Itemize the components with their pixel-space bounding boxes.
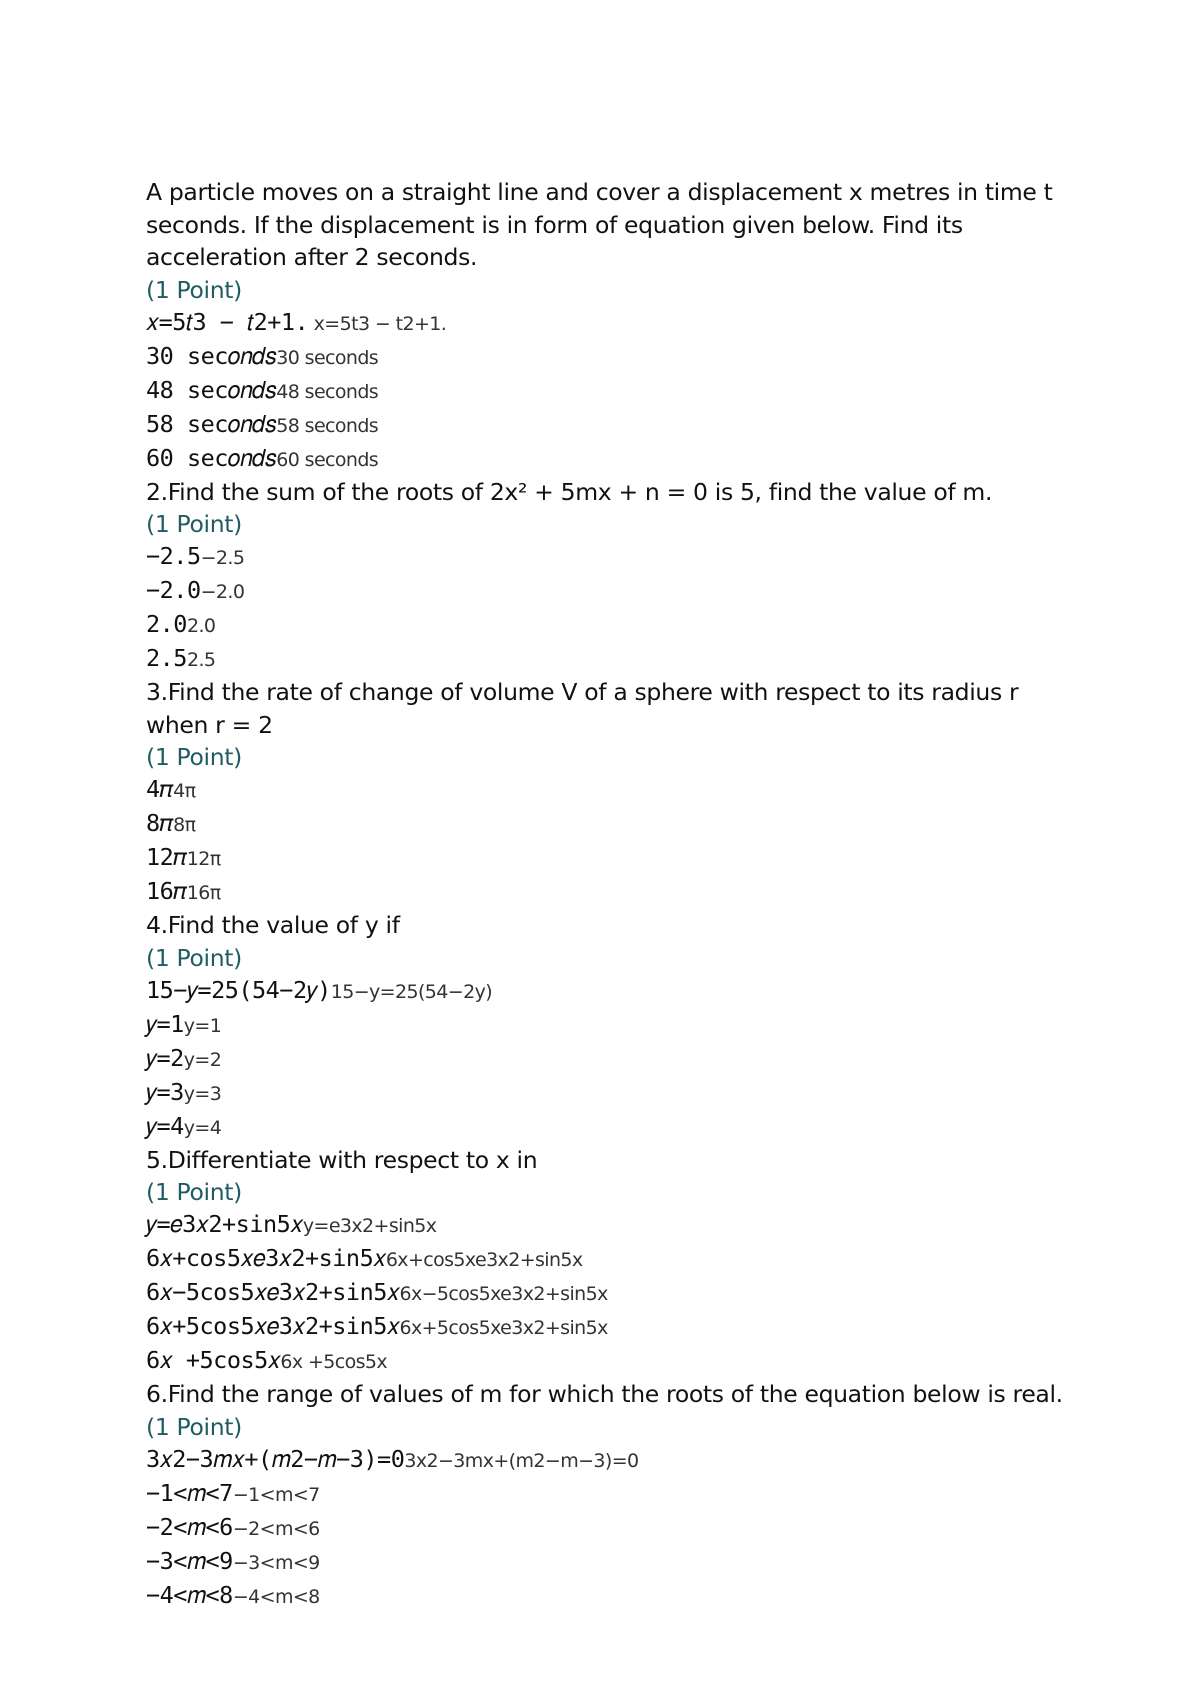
question-3-option-a[interactable]: [146, 773, 1066, 807]
question-2-option-d[interactable]: [146, 642, 1066, 676]
option-rendered: 58 sec𝑜𝑛𝑑𝑠: [146, 409, 277, 438]
option-text: 48 seconds: [276, 380, 379, 403]
option-text: −2.0: [200, 581, 245, 603]
option-rendered: 𝑦=1: [146, 1009, 184, 1038]
question-4-option-a[interactable]: [146, 1008, 1066, 1042]
question-5-option-a[interactable]: [146, 1242, 1066, 1276]
option-text: y=1: [183, 1014, 222, 1037]
equation-rendered: 𝑦=𝑒3𝑥2+sin5𝑥: [146, 1210, 303, 1238]
option-text: 2.5: [186, 649, 216, 671]
option-text: 8π: [173, 814, 196, 836]
question-1-option-b[interactable]: [146, 374, 1066, 408]
question-6-option-c[interactable]: [146, 1545, 1066, 1579]
question-4-option-b[interactable]: [146, 1042, 1066, 1076]
question-5-points: (1 Point): [146, 1178, 242, 1206]
question-4-option-d[interactable]: [146, 1110, 1066, 1144]
option-text: 4π: [173, 780, 196, 802]
equation-text: 15−y=25(54−2y): [330, 980, 493, 1003]
option-text: 6x+5cos5xe3x2+sin5x: [399, 1317, 608, 1339]
option-text: 2.0: [186, 615, 216, 637]
option-rendered: 6𝑥 +5cos5𝑥: [146, 1346, 281, 1374]
question-6-option-a[interactable]: [146, 1477, 1066, 1511]
option-rendered: 30 sec𝑜𝑛𝑑𝑠: [146, 341, 277, 370]
option-rendered: 2.0: [146, 610, 187, 638]
option-text: 6x−5cos5xe3x2+sin5x: [399, 1283, 608, 1305]
question-3-option-d[interactable]: [146, 875, 1066, 909]
question-2-option-b[interactable]: [146, 574, 1066, 608]
option-rendered: 8𝜋: [146, 809, 174, 837]
question-3-prompt: 3.Find the rate of change of volume V of a sphere with respect to its radius r when r = 2: [146, 678, 1019, 739]
option-text: y=4: [183, 1116, 222, 1139]
option-text: −3<m<9: [232, 1551, 320, 1574]
option-rendered: 60 sec𝑜𝑛𝑑𝑠: [146, 443, 277, 472]
question-6-equation: [146, 1443, 1066, 1477]
option-text: −2<m<6: [232, 1517, 320, 1540]
question-5-prompt: 5.Differentiate with respect to x in: [146, 1145, 538, 1174]
option-rendered: 2.5: [146, 644, 187, 672]
option-rendered: −1<𝑚<7: [146, 1478, 233, 1507]
option-text: 16π: [186, 882, 221, 904]
question-3-points: (1 Point): [146, 743, 242, 771]
option-rendered: −2.0: [146, 576, 201, 604]
option-text: 30 seconds: [276, 346, 379, 369]
option-text: 6x +5cos5x: [280, 1351, 388, 1373]
option-text: −1<m<7: [232, 1483, 320, 1506]
option-text: y=2: [183, 1048, 222, 1071]
option-text: 6x+cos5xe3x2+sin5x: [385, 1249, 583, 1271]
option-rendered: 4𝜋: [146, 775, 174, 803]
question-5-option-b[interactable]: [146, 1276, 1066, 1310]
option-rendered: −3<𝑚<9: [146, 1546, 233, 1575]
question-5-option-c[interactable]: [146, 1310, 1066, 1344]
equation-rendered: 15−𝑦=25(54−2𝑦): [146, 975, 331, 1004]
question-2-points: (1 Point): [146, 510, 242, 538]
option-rendered: 48 sec𝑜𝑛𝑑𝑠: [146, 375, 277, 404]
option-rendered: 6𝑥−5cos5𝑥𝑒3𝑥2+sin5𝑥: [146, 1278, 400, 1306]
option-text: 12π: [186, 848, 221, 870]
option-text: −2.5: [200, 547, 245, 569]
question-2-option-a[interactable]: [146, 540, 1066, 574]
question-6-points: (1 Point): [146, 1412, 242, 1441]
equation-text: 3x2−3mx+(m2−m−3)=0: [404, 1449, 639, 1472]
question-1-option-c[interactable]: [146, 408, 1066, 442]
question-6-option-d[interactable]: [146, 1579, 1066, 1613]
equation-text: x=5t3 − t2+1.: [308, 312, 447, 335]
question-4-option-c[interactable]: [146, 1076, 1066, 1110]
equation-rendered: 3𝑥2−3𝑚𝑥+(𝑚2−𝑚−3)=0: [146, 1444, 405, 1473]
option-text: y=3: [183, 1082, 222, 1105]
question-4-points: (1 Point): [146, 943, 242, 972]
question-2-option-c[interactable]: [146, 608, 1066, 642]
option-rendered: 6𝑥+cos5𝑥𝑒3𝑥2+sin5𝑥: [146, 1244, 386, 1272]
option-rendered: 6𝑥+5cos5𝑥𝑒3𝑥2+sin5𝑥: [146, 1312, 400, 1340]
question-1-option-a[interactable]: [146, 340, 1066, 374]
question-5-option-d[interactable]: [146, 1344, 1066, 1378]
option-text: −4<m<8: [232, 1585, 320, 1608]
equation-text: y=e3x2+sin5x: [302, 1215, 437, 1237]
option-rendered: 𝑦=3: [146, 1077, 184, 1106]
question-1-points: (1 Point): [146, 275, 242, 304]
quiz-document: [146, 176, 1066, 1613]
question-5-equation: [146, 1208, 1066, 1242]
option-rendered: −2<𝑚<6: [146, 1512, 233, 1541]
question-3-option-b[interactable]: [146, 807, 1066, 841]
question-6-option-b[interactable]: [146, 1511, 1066, 1545]
option-rendered: 𝑦=2: [146, 1043, 184, 1072]
question-4-prompt: 4.Find the value of y if: [146, 911, 400, 939]
question-4-equation: [146, 974, 1066, 1008]
option-rendered: −4<𝑚<8: [146, 1580, 233, 1609]
option-rendered: −2.5: [146, 542, 201, 570]
option-text: 58 seconds: [276, 414, 379, 437]
option-rendered: 𝑦=4: [146, 1111, 184, 1140]
equation-rendered: 𝑥=5𝑡3 − 𝑡2+1.: [146, 307, 309, 336]
question-1-prompt: A particle moves on a straight line and cover a displacement x metres in time t seconds. If the displacement is in form of equation given below. Find its acceleration after 2 seconds.: [146, 178, 1053, 271]
option-text: 60 seconds: [276, 448, 379, 471]
question-2-prompt: 2.Find the sum of the roots of 2x² + 5mx + n = 0 is 5, find the value of m.: [146, 477, 993, 506]
question-3-option-c[interactable]: [146, 841, 1066, 875]
question-6-prompt: 6.Find the range of values of m for which the roots of the equation below is real.: [146, 1380, 1063, 1408]
option-rendered: 16𝜋: [146, 877, 187, 905]
option-rendered: 12𝜋: [146, 843, 187, 871]
question-1-equation: [146, 306, 1066, 340]
question-1-option-d[interactable]: [146, 442, 1066, 476]
